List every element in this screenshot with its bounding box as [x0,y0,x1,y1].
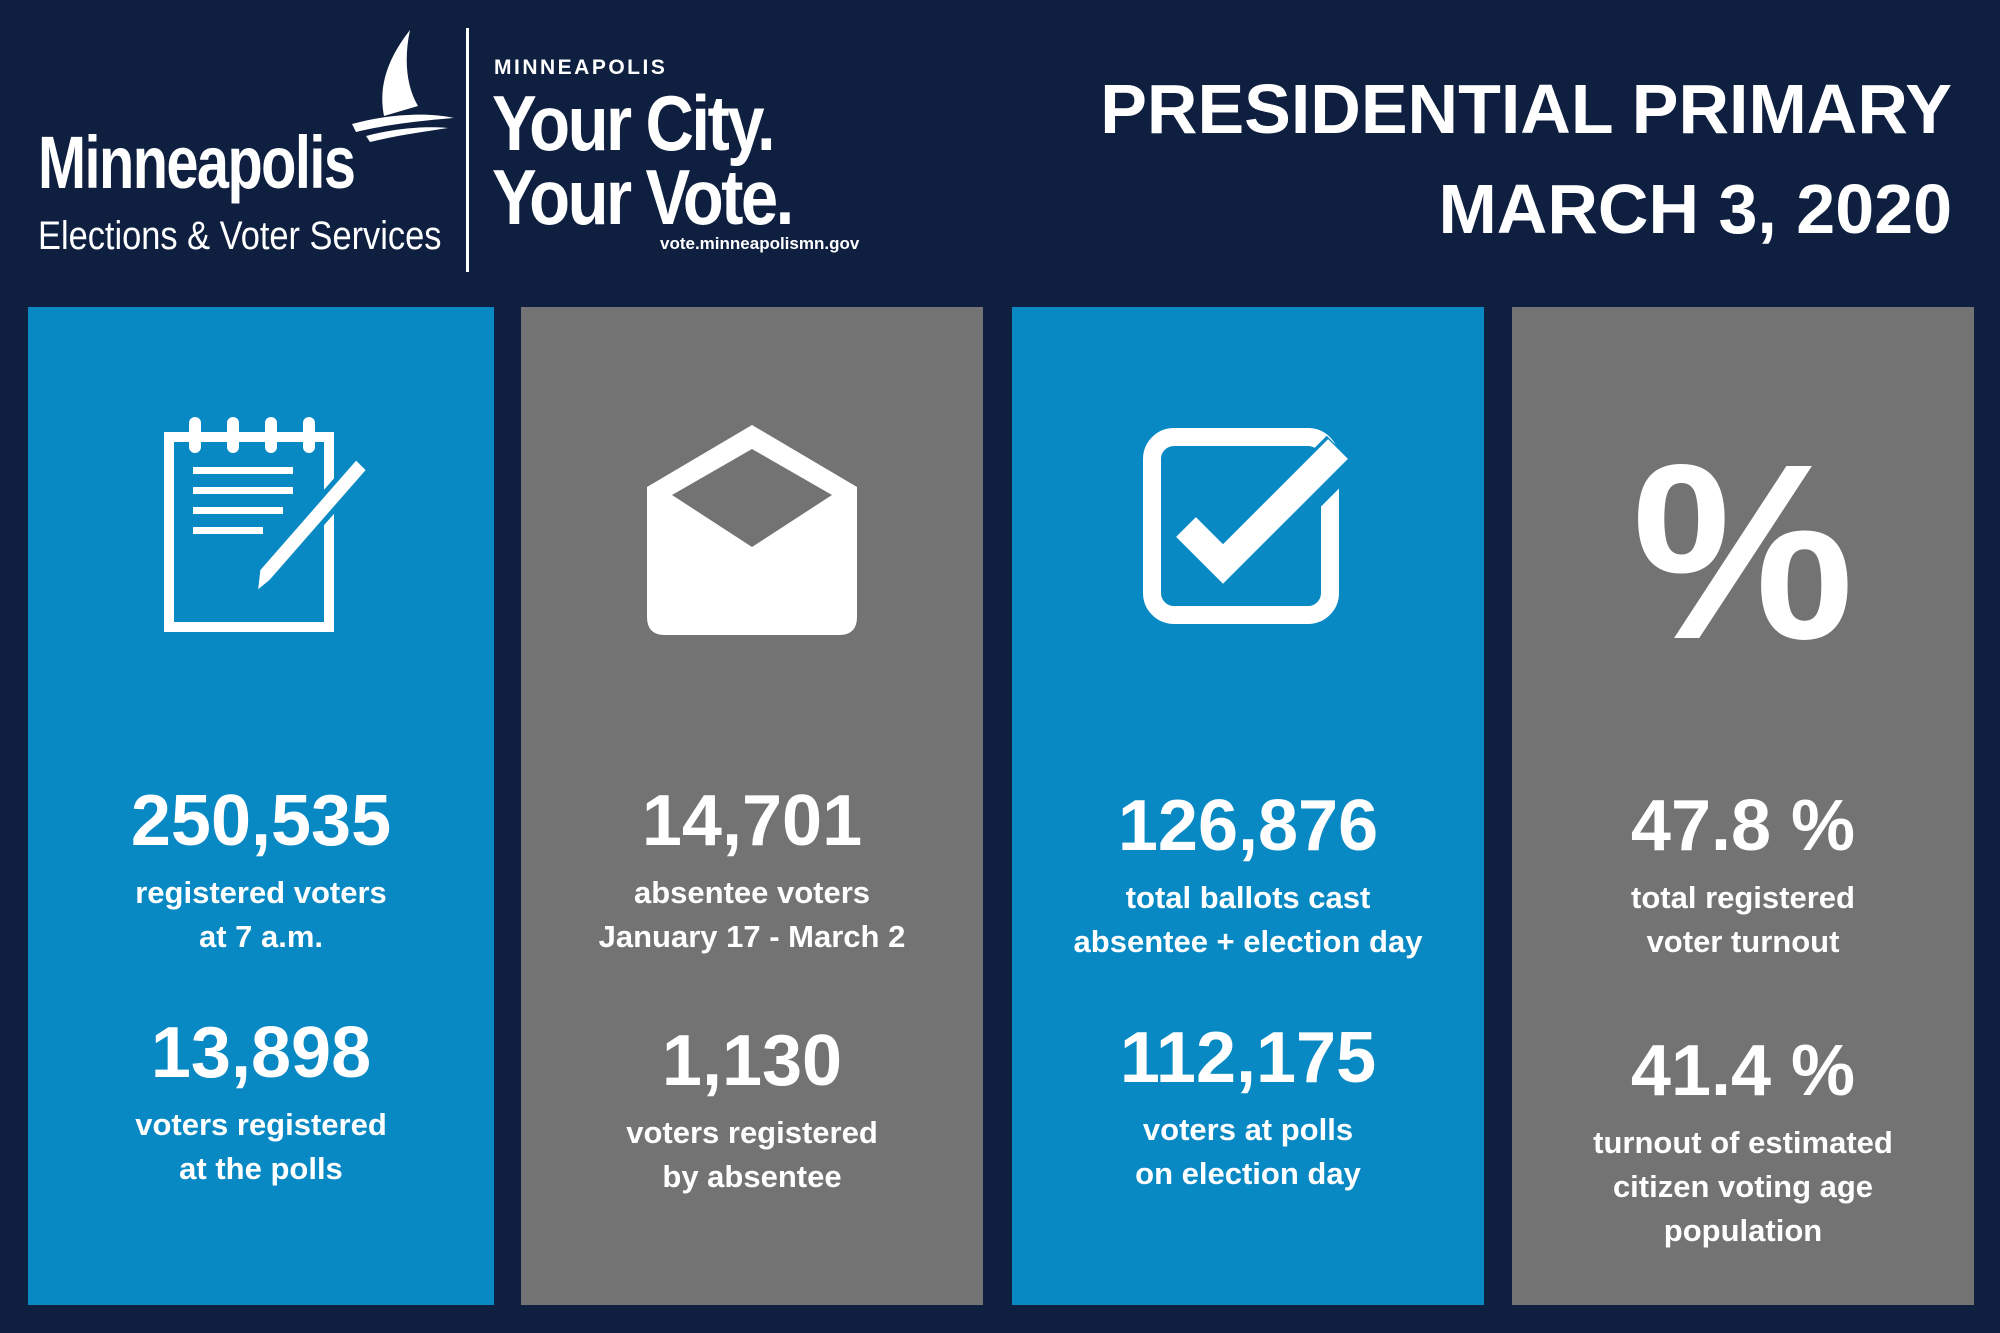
title-line-2: MARCH 3, 2020 [1438,170,1952,248]
stat-label-line: absentee + election day [1073,924,1423,959]
tagline-city: MINNEAPOLIS [494,56,668,79]
header-divider [466,28,469,272]
stat-label [1012,1108,1484,1196]
sailboat-icon [348,28,458,148]
stat-block [1012,786,1484,964]
stat-value: 41.4 % [1630,1031,1856,1111]
envelope-open-icon [521,407,983,647]
stat-label-line: total ballots cast [1125,880,1371,915]
stat-value: 126,876 [1117,786,1379,866]
stat-panel-ballots [1012,307,1484,1305]
stat-value: 13,898 [150,1013,372,1093]
stat-block [28,781,494,959]
stat-label-line: voter turnout [1646,924,1840,959]
stat-label [1012,876,1484,964]
stat-value: 1,130 [661,1021,843,1101]
stat-label-line: registered voters [135,875,387,910]
logo-subtitle: Elections & Voter Services [38,214,442,258]
stat-label-line: by absentee [662,1159,842,1194]
stat-label-line: population [1663,1213,1823,1248]
stat-label-line: at 7 a.m. [198,919,324,954]
stat-value: 14,701 [641,781,863,861]
stat-label-line: absentee voters [633,875,871,910]
page-title [1100,70,1952,248]
stat-label-line: on election day [1135,1156,1361,1191]
stat-block [1012,1018,1484,1196]
stat-block [521,1021,983,1199]
stat-value: 250,535 [130,781,392,861]
tagline-line-1: Your City. [492,79,774,167]
stat-label [521,1111,983,1199]
tagline-line-2: Your Vote. [492,153,792,241]
stat-value: 112,175 [1119,1018,1377,1098]
stat-label-line: voters at polls [1142,1112,1354,1147]
minneapolis-logo [38,28,442,268]
header [0,0,2000,290]
stat-block [521,781,983,959]
stat-value: 47.8 % [1630,786,1856,866]
stat-panel-registered [28,307,494,1305]
stat-label-line: citizen voting age [1612,1169,1874,1204]
stat-label-line: turnout of estimated [1593,1125,1893,1160]
notepad-pencil-icon [28,407,494,647]
stat-label [1512,1121,1974,1253]
stat-label-line: voters registered [626,1115,878,1150]
stat-label [1512,876,1974,964]
tagline-url: vote.minneapolismn.gov [660,234,860,253]
stat-label-line: voters registered [135,1107,387,1142]
logo-name: Minneapolis [38,121,355,204]
stat-label [28,871,494,959]
checkbox-checked-icon [1012,407,1484,647]
stat-label [28,1103,494,1191]
stat-label-line: January 17 - March 2 [598,919,906,954]
stat-panel-absentee [521,307,983,1305]
stat-block [1512,786,1974,964]
stat-panel-turnout [1512,307,1974,1305]
stat-block [1512,1031,1974,1253]
tagline [492,52,932,272]
title-line-1: PRESIDENTIAL PRIMARY [1100,70,1952,148]
stat-label [521,871,983,959]
stat-label-line: at the polls [179,1151,343,1186]
stat-label-line: total registered [1631,880,1855,915]
stat-block [28,1013,494,1191]
percent-icon: % [1631,412,1855,691]
